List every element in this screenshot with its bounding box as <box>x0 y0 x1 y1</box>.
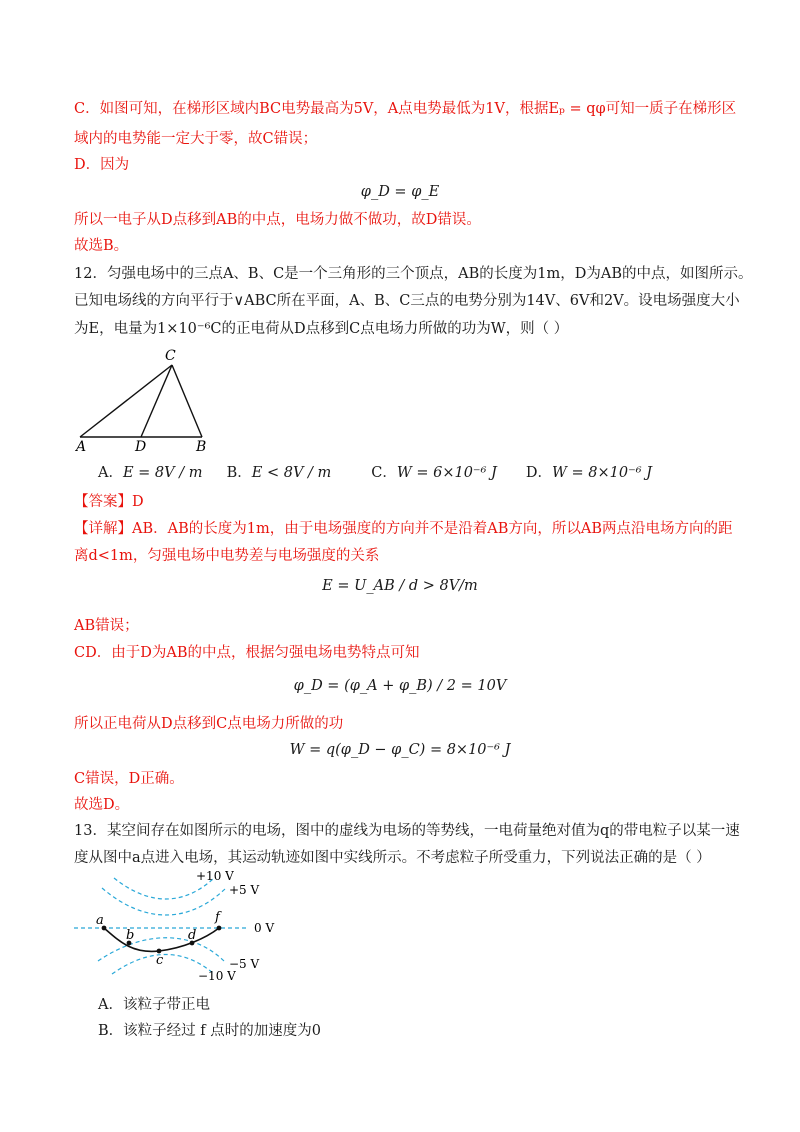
label-b: B <box>196 439 207 455</box>
label-point-a: a <box>96 913 104 928</box>
label-point-c: c <box>156 953 164 968</box>
prev-option-c-line2: 域内的电势能一定大于零，故C错误； <box>74 131 318 147</box>
q13-option-b[interactable]: B．该粒子经过 f 点时的加速度为0 <box>98 1023 321 1039</box>
label-a: A <box>76 439 87 455</box>
q12-stem-line1: 12．匀强电场中的三点A、B、C是一个三角形的三个顶点，AB的长度为1m，D为AB的中点，如图所示。 <box>74 266 753 282</box>
prev-option-c-line1: C．如图可知，在梯形区域内BC电势最高为5V，A点电势最低为1V，根据Eₚ = qφ可知一质子在梯形区 <box>74 101 737 117</box>
q12-formula-phi: φ_D = (φ_A + φ_B) / 2 = 10V <box>293 678 507 694</box>
label-minus10: −10 V <box>198 969 236 983</box>
q12-detail-line1: 【详解】AB．AB的长度为1m，由于电场强度的方向并不是沿着AB方向，所以AB两点沿电场方向的距 <box>74 521 733 537</box>
q13-stem-line1: 13．某空间存在如图所示的电场，图中的虚线为电场的等势线，一电荷量绝对值为q的带电粒子以某一速 <box>74 823 740 839</box>
q12-option-c[interactable]: C．W = 6×10⁻⁶ J <box>371 465 497 481</box>
q12-formula-w: W = q(φ_D − φ_C) = 8×10⁻⁶ J <box>289 742 511 758</box>
segment-bc <box>172 365 202 437</box>
q13-equipotential-figure <box>74 866 294 984</box>
label-point-f: f <box>215 910 220 925</box>
q13-option-a[interactable]: A．该粒子带正电 <box>98 997 210 1013</box>
q12-ab-wrong: AB错误； <box>74 618 139 634</box>
label-point-d: d <box>188 928 197 943</box>
prev-formula: φ_D = φ_E <box>360 184 440 200</box>
q12-stem-line2: 已知电场线的方向平行于∨ABC所在平面，A、B、C三点的电势分别为14V、6V和2V。设电场强度大小 <box>74 293 740 309</box>
point-f <box>217 926 222 931</box>
q12-formula-e: E = U_AB / d > 8V/m <box>322 578 478 594</box>
particle-trajectory <box>104 928 219 951</box>
q12-detail-line2: 离d<1m，匀强电场中电势差与电场强度的关系 <box>74 548 380 564</box>
label-zero: 0 V <box>254 921 275 935</box>
q12-work-line: 所以正电荷从D点移到C点电场力所做的功 <box>74 716 344 732</box>
segment-dc <box>141 365 172 437</box>
q12-triangle-figure <box>70 345 230 455</box>
label-plus5: +5 V <box>229 883 260 897</box>
prev-option-d-line: D．因为 <box>74 157 130 173</box>
label-d: D <box>135 439 147 455</box>
segment-ac <box>80 365 172 437</box>
label-minus5: −5 V <box>229 957 260 971</box>
prev-conclusion: 所以一电子从D点移到AB的中点，电场力做不做功，故D错误。 <box>74 212 481 228</box>
prev-choose: 故选B。 <box>74 238 129 254</box>
q12-answer: 【答案】D <box>74 494 144 510</box>
q12-cd-line: CD．由于D为AB的中点，根据匀强电场电势特点可知 <box>74 645 420 661</box>
q12-options <box>98 463 652 483</box>
label-point-b: b <box>126 928 135 943</box>
label-plus10: +10 V <box>196 869 234 883</box>
equipotential-plus5 <box>102 888 226 915</box>
q12-option-d[interactable]: D．W = 8×10⁻⁶ J <box>525 465 652 481</box>
q12-c-wrong: C错误，D正确。 <box>74 771 184 787</box>
q12-choose: 故选D。 <box>74 797 130 813</box>
q12-stem-line3: 为E，电量为1×10⁻⁶C的正电荷从D点移到C点电场力所做的功为W，则（ ） <box>74 321 569 337</box>
q12-option-b[interactable]: B．E < 8V / m <box>226 465 332 481</box>
q13-stem-line2: 度从图中a点进入电场，其运动轨迹如图中实线所示。不考虑粒子所受重力，下列说法正确的是（ ） <box>74 850 711 866</box>
label-c: C <box>165 348 176 364</box>
q12-option-a[interactable]: A．E = 8V / m <box>98 465 203 481</box>
